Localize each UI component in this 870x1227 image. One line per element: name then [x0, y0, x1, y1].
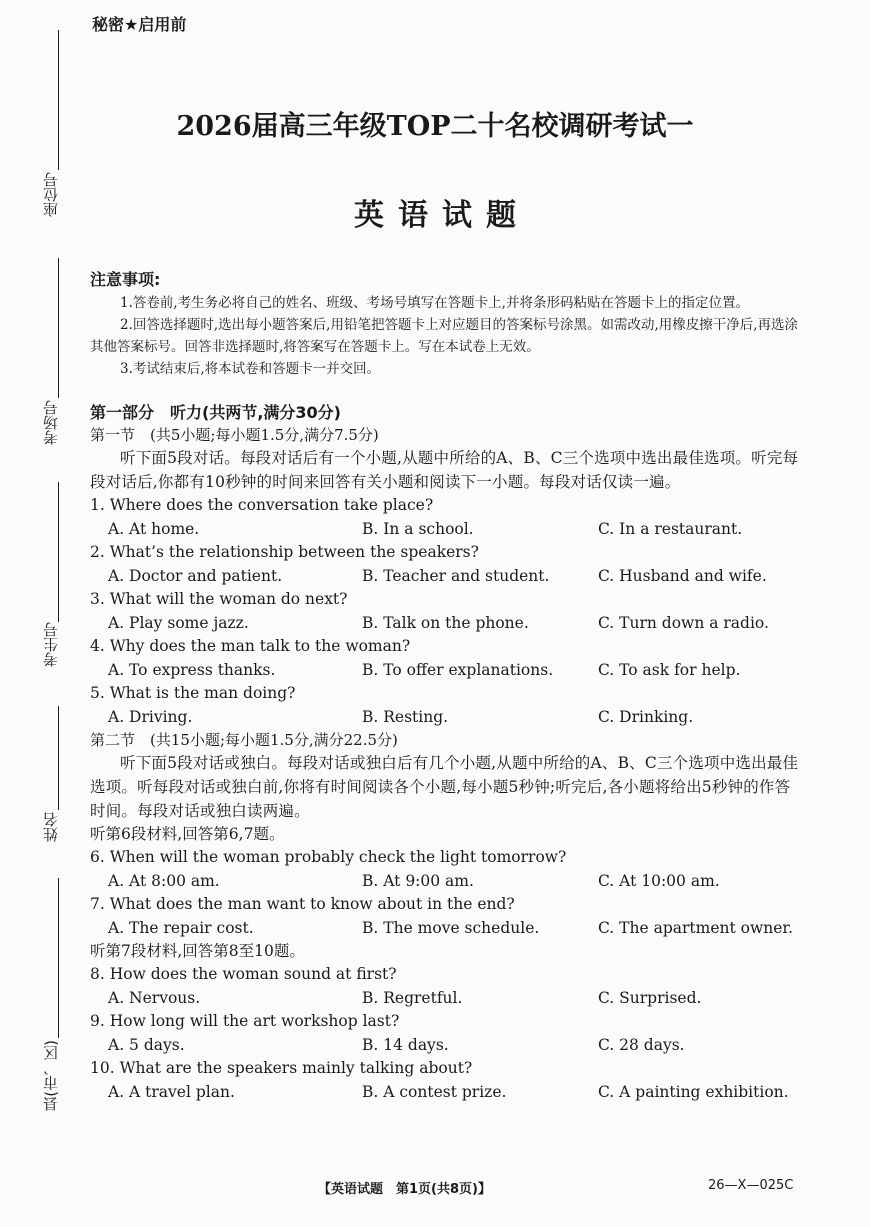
question-1 [90, 494, 806, 541]
question-stem: 10. What are the speakers mainly talking about? [90, 1059, 473, 1077]
option-b: B. Teacher and student. [362, 566, 550, 585]
question-options [90, 518, 806, 542]
option-c: C. To ask for help. [598, 660, 741, 679]
margin-label-candidate: 考生号 [42, 622, 60, 667]
question-8 [90, 963, 806, 1010]
question-options [90, 870, 806, 894]
option-b: B. Regretful. [362, 988, 463, 1007]
question-3 [90, 588, 806, 635]
question-stem: 5. What is the man doing? [90, 684, 296, 702]
question-options [90, 917, 806, 941]
option-a: A. A travel plan. [108, 1082, 235, 1101]
question-stem: 6. When will the woman probably check the light tomorrow? [90, 848, 567, 866]
question-9 [90, 1010, 806, 1057]
margin-line-room [58, 258, 59, 398]
option-b: B. The move schedule. [362, 918, 540, 937]
margin-label-room: 考场号 [42, 400, 60, 445]
option-a: A. Doctor and patient. [108, 566, 283, 585]
question-options [90, 1081, 806, 1105]
exam-title: 2026届高三年级TOP二十名校调研考试一 [176, 111, 694, 142]
option-c: C. In a restaurant. [598, 519, 743, 538]
margin-label-seat: 座位号 [42, 172, 60, 217]
page-number-label: 【英语试题 第1页(共8页)】 [318, 1182, 491, 1197]
question-5 [90, 682, 806, 729]
secret-label: 秘密★启用前 [92, 15, 187, 34]
question-options [90, 659, 806, 683]
option-a: A. Nervous. [108, 988, 201, 1007]
notice-item: 3.考试结束后,将本试卷和答题卡一并交回。 [120, 361, 381, 377]
option-c: C. 28 days. [598, 1035, 685, 1054]
exam-content [90, 268, 806, 1104]
option-b: B. Talk on the phone. [362, 613, 529, 632]
question-6 [90, 846, 806, 893]
option-c: C. Turn down a radio. [598, 613, 769, 632]
margin-line-candidate [58, 482, 59, 622]
section1-instruction: 听下面5段对话。每段对话后有一个小题,从题中所给的A、B、C三个选项中选出最佳选项。听完每段对话后,你都有10秒钟的时间来回答有关小题和阅读下一小题。每段对话仅读一遍。 [90, 449, 799, 491]
margin-line-seat [58, 30, 59, 170]
margin-line-name [58, 706, 59, 810]
option-a: A. Play some jazz. [108, 613, 249, 632]
part1-heading: 第一部分 听力(共两节,满分30分) [90, 403, 341, 422]
option-a: A. At home. [108, 519, 200, 538]
question-10 [90, 1057, 806, 1104]
question-stem: 8. How does the woman sound at first? [90, 965, 397, 983]
question-stem: 4. Why does the man talk to the woman? [90, 637, 411, 655]
exam-code: 26—X—025C [708, 1178, 794, 1193]
margin-label-county: 县(市、区) [42, 1040, 60, 1112]
option-a: A. At 8:00 am. [108, 871, 220, 890]
question-options [90, 987, 806, 1011]
option-a: A. Driving. [108, 707, 193, 726]
margin-line-county [58, 878, 59, 1038]
notice-item: 2.回答选择题时,选出每小题答案后,用铅笔把答题卡上对应题目的答案标号涂黑。如需改动,用橡皮擦干净后,再选涂其他答案标号。回答非选择题时,将答案写在答题卡上。写在本试卷上无效。 [90, 317, 799, 355]
option-a: A. The repair cost. [108, 918, 254, 937]
notice-item: 1.答卷前,考生务必将自己的姓名、班级、考场号填写在答题卡上,并将条形码粘贴在答题卡上的指定位置。 [120, 295, 749, 311]
option-b: B. A contest prize. [362, 1082, 507, 1101]
section2-heading: 第二节 (共15小题;每小题1.5分,满分22.5分) [90, 731, 398, 749]
option-b: B. Resting. [362, 707, 449, 726]
question-options [90, 612, 806, 636]
question-stem: 2. What’s the relationship between the speakers? [90, 543, 479, 561]
question-2 [90, 541, 806, 588]
question-stem: 7. What does the man want to know about in the end? [90, 895, 515, 913]
option-c: C. Drinking. [598, 707, 694, 726]
option-c: C. Surprised. [598, 988, 702, 1007]
question-7 [90, 893, 806, 940]
option-c: C. A painting exhibition. [598, 1082, 789, 1101]
option-c: C. The apartment owner. [598, 918, 794, 937]
question-options [90, 706, 806, 730]
material-6-heading: 听第6段材料,回答第6,7题。 [90, 825, 285, 843]
section1-heading: 第一节 (共5小题;每小题1.5分,满分7.5分) [90, 426, 379, 444]
exam-subtitle: 英语试题 [354, 198, 530, 233]
option-c: C. Husband and wife. [598, 566, 767, 585]
question-4 [90, 635, 806, 682]
question-options [90, 1034, 806, 1058]
question-stem: 1. Where does the conversation take place? [90, 496, 434, 514]
section2-instruction: 听下面5段对话或独白。每段对话或独白后有几个小题,从题中所给的A、B、C三个选项中选出最佳选项。听每段对话或独白前,你将有时间阅读各个小题,每小题5秒钟;听完后,各小题将给出5秒钟的作答时间。每段对话或独白读两遍。 [90, 754, 799, 820]
option-b: B. To offer explanations. [362, 660, 554, 679]
margin-label-name: 姓名 [42, 812, 60, 842]
option-a: A. To express thanks. [108, 660, 276, 679]
notice-heading: 注意事项: [90, 270, 161, 289]
option-b: B. In a school. [362, 519, 474, 538]
material-7-heading: 听第7段材料,回答第8至10题。 [90, 942, 305, 960]
question-stem: 9. How long will the art workshop last? [90, 1012, 400, 1030]
option-b: B. At 9:00 am. [362, 871, 474, 890]
option-c: C. At 10:00 am. [598, 871, 720, 890]
option-a: A. 5 days. [108, 1035, 185, 1054]
question-options [90, 565, 806, 589]
option-b: B. 14 days. [362, 1035, 449, 1054]
question-stem: 3. What will the woman do next? [90, 590, 348, 608]
